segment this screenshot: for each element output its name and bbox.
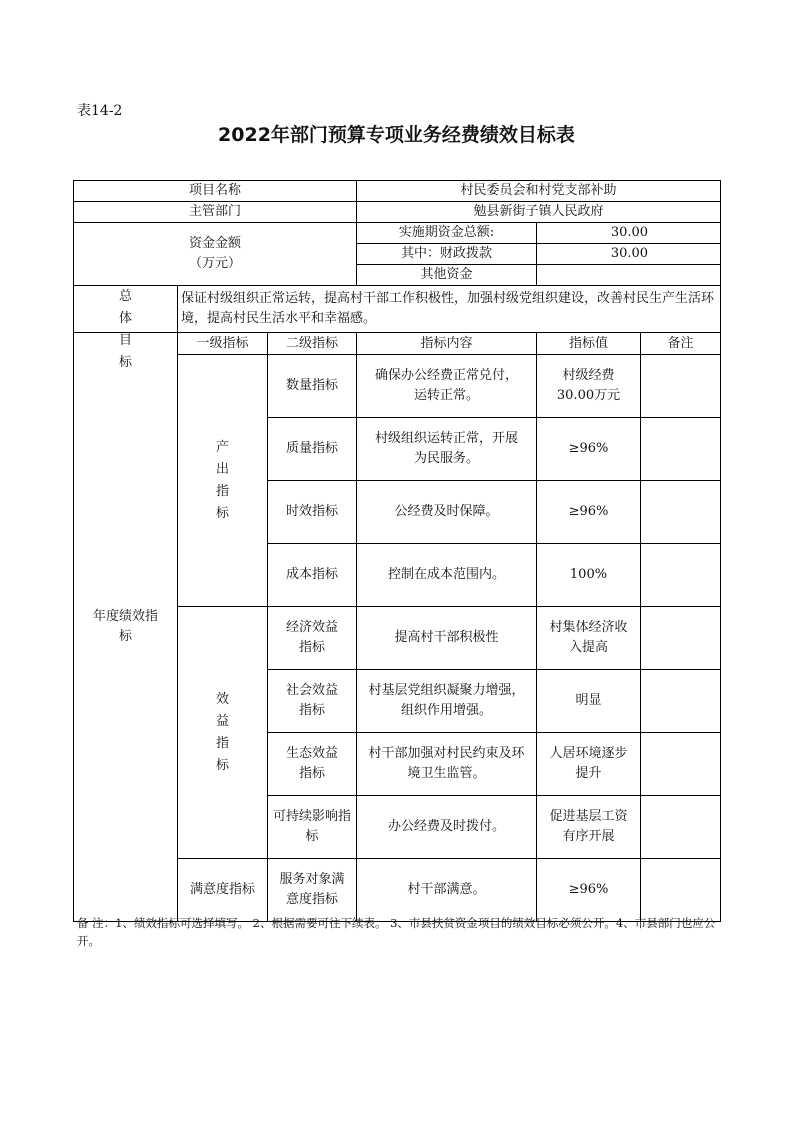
table-row-value: 100% <box>537 544 641 607</box>
funds-label-cell <box>74 223 357 286</box>
table-row-value: ≥96% <box>537 418 641 481</box>
overall-goal-text: 保证村级组织正常运转，提高村干部工作积极性，加强村级党组织建设，改善村民生产生活环境，提高村民生活水平和幸福感。 <box>178 286 721 333</box>
table-row-value: 村集体经济收入提高 <box>537 607 641 670</box>
table-row-level2: 经济效益指标 <box>268 607 357 670</box>
total-funds-label: 实施期资金总额: <box>357 223 537 244</box>
table-row-remark <box>641 607 721 670</box>
overall-goal-label: 总体目标 <box>119 289 133 370</box>
annual-indicators-label: 年度绩效指标 <box>74 333 178 922</box>
table-row-remark <box>641 544 721 607</box>
performance-target-table <box>73 180 721 922</box>
table-row-content: 办公经费及时拨付。 <box>357 796 537 859</box>
table-row-remark <box>641 481 721 544</box>
satisfaction-indicators-label: 满意度指标 <box>178 859 268 922</box>
dept-value: 勉县新街子镇人民政府 <box>357 202 721 223</box>
footnote: 备 注：1、绩效指标可选择填写。 2、根据需要可往下续表。 3、市县扶贫资金项目的绩效目标必须公开。4、市县部门也应公开。 <box>77 916 716 948</box>
table-row-level2: 社会效益指标 <box>268 670 357 733</box>
table-row-level2: 数量指标 <box>268 355 357 418</box>
table-row-content: 村基层党组织凝聚力增强，组织作用增强。 <box>357 670 537 733</box>
table-row-content: 确保办公经费正常兑付，运转正常。 <box>357 355 537 418</box>
overall-goal-label-cell <box>74 286 178 370</box>
total-funds-value: 30.00 <box>537 223 721 244</box>
table-row-content: 村干部加强对村民约束及环境卫生监管。 <box>357 733 537 796</box>
table-row-remark <box>641 796 721 859</box>
table-row-value: ≥96% <box>537 481 641 544</box>
table-row-level2: 成本指标 <box>268 544 357 607</box>
project-name-value: 村民委员会和村党支部补助 <box>357 181 721 202</box>
table-row-value: 明显 <box>537 670 641 733</box>
project-name-label: 项目名称 <box>74 181 357 202</box>
table-row-level2: 时效指标 <box>268 481 357 544</box>
funds-label: 资金金额 <box>188 236 241 251</box>
fiscal-funds-label: 其中：财政拨款 <box>357 244 537 265</box>
table-row-content: 控制在成本范围内。 <box>357 544 537 607</box>
benefit-indicators-label: 效益指标 <box>216 691 230 773</box>
table-row-value: 人居环境逐步提升 <box>537 733 641 796</box>
table-row-remark <box>641 859 721 922</box>
header-value: 指标值 <box>537 333 641 355</box>
table-row-content: 村级组织运转正常，开展为民服务。 <box>357 418 537 481</box>
table-row-level2: 生态效益指标 <box>268 733 357 796</box>
table-row-remark <box>641 670 721 733</box>
table-row-value: ≥96% <box>537 859 641 922</box>
table-row-level2: 质量指标 <box>268 418 357 481</box>
header-level1: 一级指标 <box>178 333 268 355</box>
fiscal-funds-value: 30.00 <box>537 244 721 265</box>
output-indicators-label: 产出指标 <box>216 439 230 521</box>
output-indicators-cell <box>178 355 268 607</box>
table-row-remark <box>641 733 721 796</box>
table-row-value: 促进基层工资有序开展 <box>537 796 641 859</box>
table-row-content: 公经费及时保障。 <box>357 481 537 544</box>
header-content: 指标内容 <box>357 333 537 355</box>
other-funds-label: 其他资金 <box>357 265 537 286</box>
table-number: 表14-2 <box>77 103 123 119</box>
header-remark: 备注 <box>641 333 721 355</box>
table-row-content: 提高村干部积极性 <box>357 607 537 670</box>
table-row-content: 村干部满意。 <box>357 859 537 922</box>
benefit-indicators-cell <box>178 607 268 859</box>
table-row-value: 村级经费30.00万元 <box>537 355 641 418</box>
funds-unit: （万元） <box>188 256 241 271</box>
table-row-remark <box>641 418 721 481</box>
other-funds-value <box>537 265 721 286</box>
document-title: 2022年部门预算专项业务经费绩效目标表 <box>218 124 575 146</box>
table-row-level2: 可持续影响指标 <box>268 796 357 859</box>
table-row-level2: 服务对象满意度指标 <box>268 859 357 922</box>
table-row-remark <box>641 355 721 418</box>
dept-label: 主管部门 <box>74 202 357 223</box>
header-level2: 二级指标 <box>268 333 357 355</box>
